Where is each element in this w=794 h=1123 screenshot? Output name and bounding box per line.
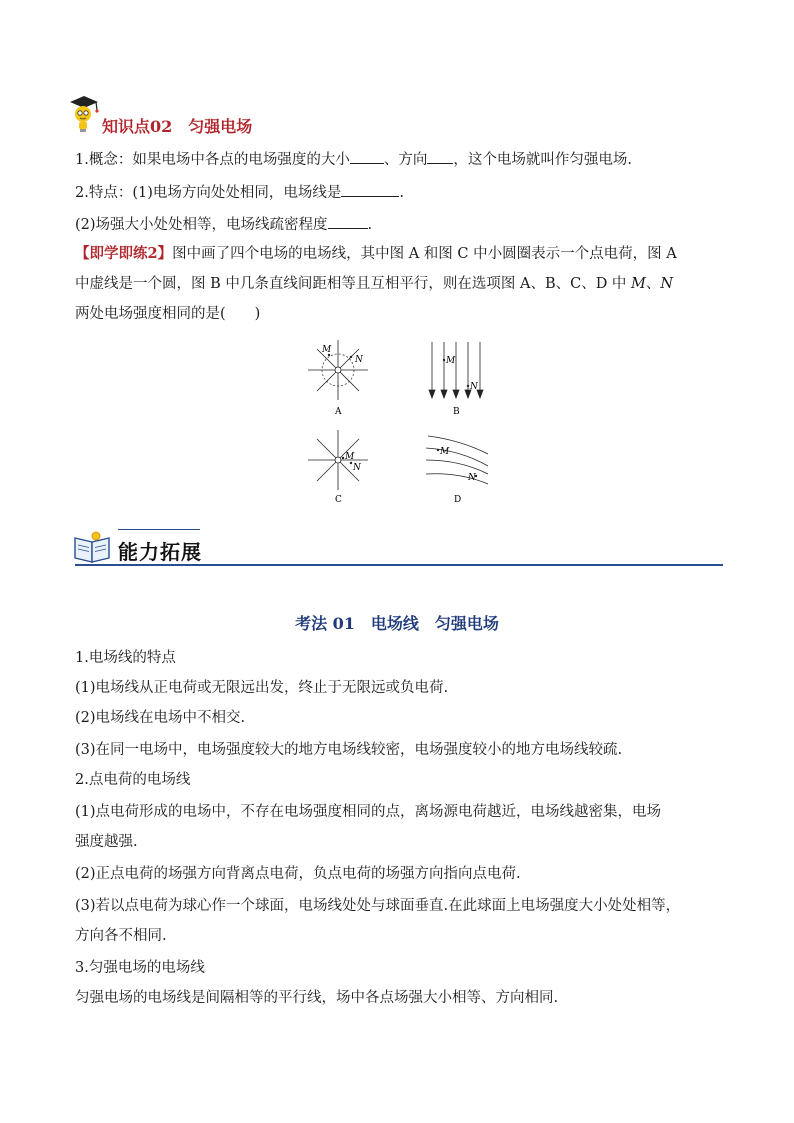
method-title: 考法 01 电场线 匀强电场 <box>295 614 499 633</box>
feature-paragraph-1: 2.特点：(1)电场方向处处相同，电场线是 . <box>75 182 404 203</box>
text-line: (3)在同一电场中，电场强度较大的地方电场线较密，电场强度较小的地方电场线较疏. <box>75 742 623 758</box>
student-mascot-icon <box>66 94 102 134</box>
text-line: 方向各不相同. <box>75 928 167 944</box>
text-line: (2)正点电荷的场强方向背离点电荷，负点电荷的场强方向指向点电荷. <box>75 866 521 882</box>
text-line: (2)电场线在电场中不相交. <box>75 710 246 726</box>
figure-a-point-charge <box>302 338 376 422</box>
exercise-line-3: 两处电场强度相同的是( ) <box>75 306 261 322</box>
figure-a-label: A <box>335 407 342 417</box>
figure-d-label: D <box>454 495 462 505</box>
figure-b-label: B <box>453 407 460 417</box>
text-line: (1)电场线从正电荷或无限远出发，终止于无限远或负电荷. <box>75 680 449 696</box>
svg-text:M: M <box>440 447 450 457</box>
knowledge-point-title: 知识点02 匀强电场 <box>102 117 253 136</box>
svg-text:N: N <box>470 382 478 392</box>
label-n: N <box>355 355 363 365</box>
text-line: 3.匀强电场的电场线 <box>75 960 205 976</box>
exercise-line-1: 【即学即练2】图中画了四个电场的电场线，其中图 A 和图 C 中小圆圈表示一个点电荷，图 A <box>75 245 677 262</box>
exercise-tag: 【即学即练2】 <box>75 245 173 262</box>
figure-d-curved-field <box>420 430 494 508</box>
text-line: (1)点电荷形成的电场中，不存在电场强度相同的点，离场源电荷越近，电场线越密集，电场 <box>75 804 662 820</box>
text-line: (3)若以点电荷为球心作一个球面，电场线处处与球面垂直.在此球面上电场强度大小处处相等， <box>75 898 681 914</box>
svg-text:N: N <box>468 473 476 483</box>
svg-text:M: M <box>446 356 456 366</box>
svg-text:N: N <box>353 463 361 473</box>
section-rule-top <box>118 529 200 530</box>
feature-paragraph-2: (2)场强大小处处相等，电场线疏密程度 . <box>75 214 372 235</box>
figure-c-point-charge <box>302 428 376 508</box>
label-m: M <box>322 345 332 355</box>
text-line: 2.点电荷的电场线 <box>75 772 191 788</box>
svg-text:M: M <box>345 452 355 462</box>
text-line: 强度越强. <box>75 834 138 850</box>
concept-paragraph: 1.概念：如果电场中各点的电场强度的大小 、方向 ，这个电场就叫作匀强电场. <box>75 149 632 170</box>
figure-b-uniform-field <box>422 338 492 422</box>
book-icon <box>72 530 114 564</box>
text-line: 匀强电场的电场线是间隔相等的平行线，场中各点场强大小相等、方向相同. <box>75 990 559 1006</box>
section-rule <box>75 564 723 566</box>
exercise-line-2: 中虚线是一个圆，图 B 中几条直线间距相等且互相平行，则在选项图 A、B、C、D 中 M、N <box>75 276 674 292</box>
text-line: 1.电场线的特点 <box>75 650 176 666</box>
figure-c-label: C <box>335 495 342 505</box>
section-title: 能力拓展 <box>118 540 202 564</box>
